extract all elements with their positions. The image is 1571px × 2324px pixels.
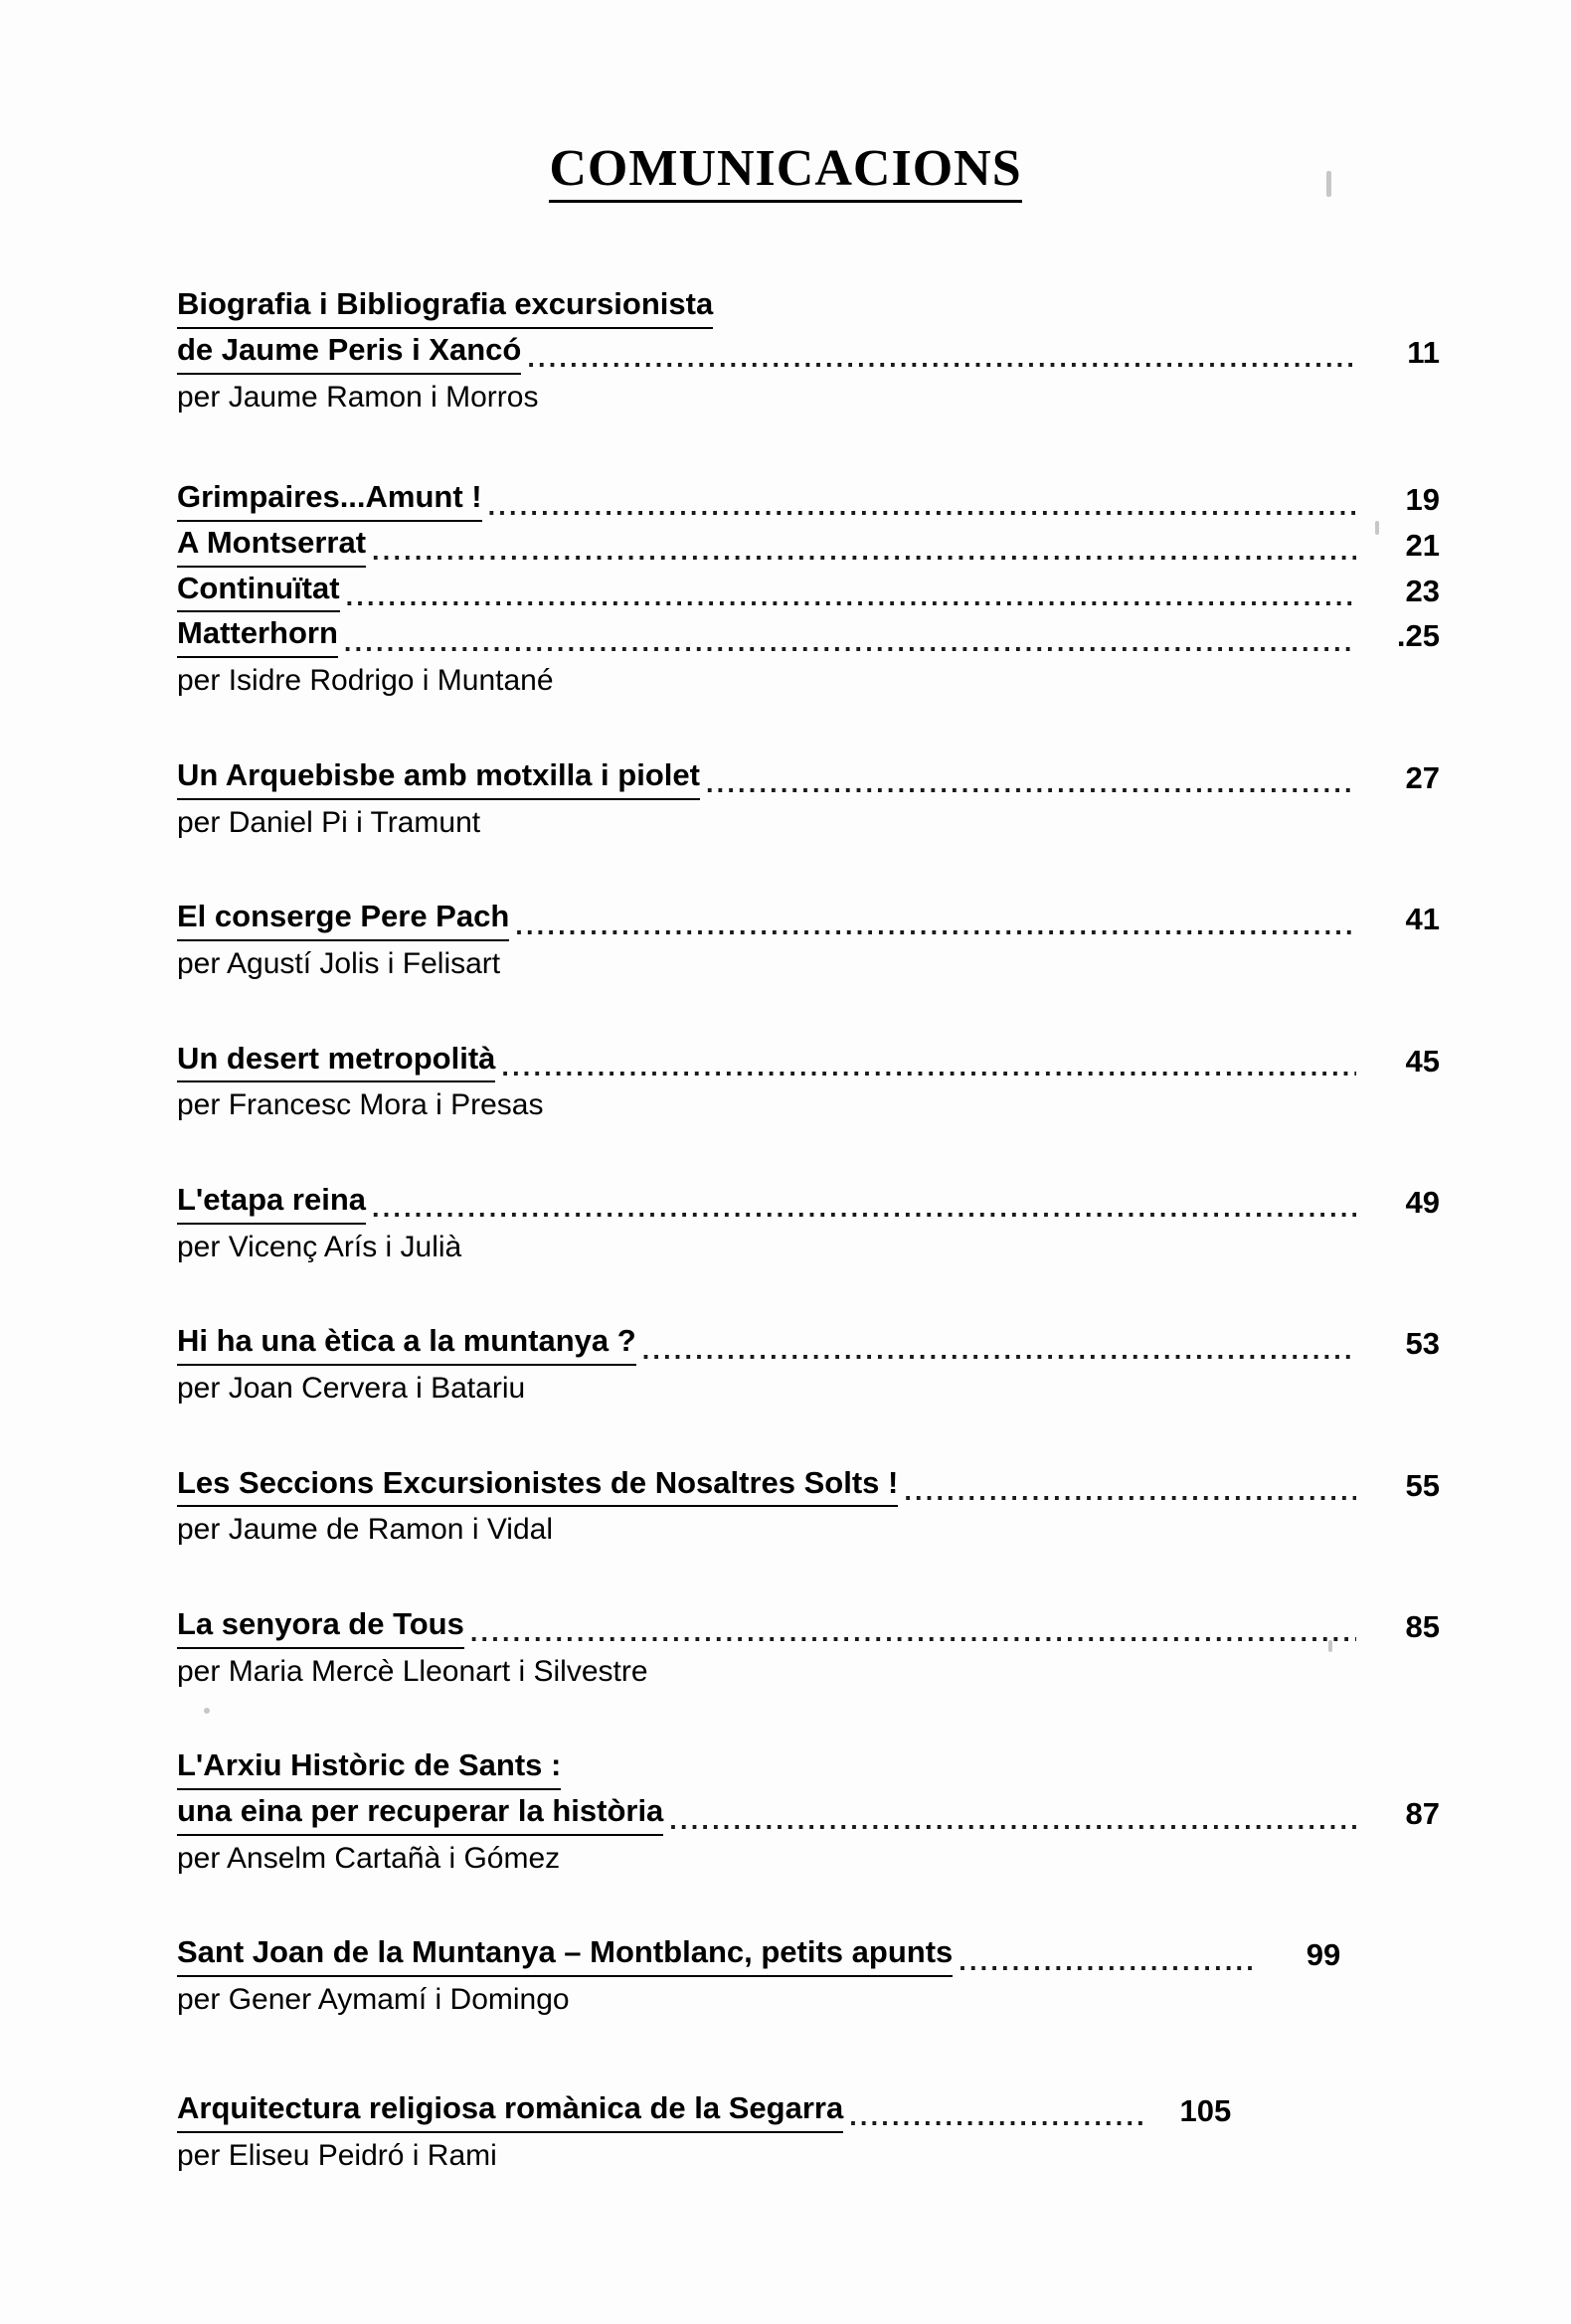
toc-entry-title-line — [177, 522, 1440, 568]
scan-speck — [204, 1708, 210, 1714]
dot-leader — [488, 493, 1356, 519]
toc-entry-title: de Jaume Peris i Xancó — [177, 329, 521, 375]
toc-entry[interactable] — [177, 754, 1440, 844]
toc-entry-page: 53 — [1405, 1326, 1440, 1362]
dot-leader — [904, 1478, 1356, 1504]
toc-entry-page: 21 — [1405, 527, 1440, 563]
toc-entry-title: Matterhorn — [177, 612, 338, 658]
toc-entry[interactable] — [177, 283, 1440, 418]
toc-entry-author: per Isidre Rodrigo i Muntané — [177, 664, 554, 698]
toc-entry-title: El conserge Pere Pach — [177, 896, 509, 941]
page-title-text: COMUNICACIONS — [549, 139, 1021, 203]
toc-entry-title-line — [177, 1790, 1440, 1836]
toc-entry-title-line — [177, 2087, 1440, 2133]
toc-entry-author: per Joan Cervera i Batariu — [177, 1371, 526, 1405]
toc-entry-title: Arquitectura religiosa romànica de la Segarra — [177, 2087, 843, 2133]
toc-entry-title: una eina per recuperar la història — [177, 1790, 663, 1836]
toc-entry-title-line — [177, 612, 1440, 658]
dot-leader — [346, 583, 1356, 609]
table-of-contents — [177, 283, 1440, 2177]
toc-entry-author: per Agustí Jolis i Felisart — [177, 946, 501, 980]
toc-entry[interactable] — [177, 522, 1440, 568]
toc-entry-page: 49 — [1405, 1184, 1440, 1220]
toc-entry[interactable] — [177, 1931, 1440, 2021]
dot-leader — [372, 539, 1356, 565]
toc-entry-page: 85 — [1405, 1608, 1440, 1644]
toc-entry-title: Hi ha una ètica a la muntanya ? — [177, 1320, 636, 1366]
toc-entry-title-line — [177, 329, 1440, 375]
toc-entry-page: .25 — [1396, 618, 1440, 654]
toc-entry-author: per Jaume de Ramon i Vidal — [177, 1513, 553, 1547]
toc-entry-author: per Gener Aymamí i Domingo — [177, 1983, 570, 2017]
dot-leader — [527, 346, 1356, 372]
scan-speck — [1375, 521, 1379, 535]
toc-entry-title-line — [177, 1462, 1440, 1508]
scan-speck — [1328, 1640, 1332, 1652]
toc-entry-page: 99 — [1306, 1937, 1341, 1973]
toc-entry-title: L'etapa reina — [177, 1179, 366, 1225]
toc-entry[interactable] — [177, 476, 1440, 522]
dot-leader — [959, 1948, 1257, 1974]
dot-leader — [642, 1337, 1356, 1363]
toc-entry[interactable] — [177, 1462, 1440, 1552]
toc-entry-title-line — [177, 896, 1440, 941]
toc-entry-author: per Jaume Ramon i Morros — [177, 380, 539, 414]
dot-leader — [372, 1196, 1356, 1222]
toc-entry[interactable] — [177, 612, 1440, 702]
toc-entry-title: L'Arxiu Històric de Sants : — [177, 1744, 561, 1790]
toc-entry-title: Un desert metropolità — [177, 1038, 495, 1083]
toc-entry-title: La senyora de Tous — [177, 1603, 464, 1649]
toc-entry-page: 55 — [1405, 1467, 1440, 1503]
toc-entry-author: per Daniel Pi i Tramunt — [177, 805, 481, 839]
toc-entry-title-line — [177, 1744, 1440, 1790]
toc-entry-title-line — [177, 1038, 1440, 1083]
toc-entry-page: 87 — [1405, 1796, 1440, 1832]
toc-entry-author: per Francesc Mora i Presas — [177, 1088, 544, 1122]
toc-entry-title: Sant Joan de la Muntanya – Montblanc, petits apunts — [177, 1931, 953, 1977]
toc-entry-title-line — [177, 283, 1440, 329]
toc-entry[interactable] — [177, 1179, 1440, 1268]
dot-leader — [470, 1620, 1356, 1646]
dot-leader — [706, 771, 1356, 797]
toc-entry-title-line — [177, 1603, 1440, 1649]
toc-entry-page: 105 — [1179, 2092, 1232, 2128]
toc-entry[interactable] — [177, 1038, 1440, 1127]
toc-entry[interactable] — [177, 896, 1440, 985]
toc-entry-page: 41 — [1405, 902, 1440, 937]
dot-leader — [669, 1807, 1356, 1833]
toc-entry-title-line — [177, 568, 1440, 613]
toc-entry-title: A Montserrat — [177, 522, 366, 568]
toc-entry-page: 23 — [1405, 573, 1440, 608]
toc-entry-title-line — [177, 1179, 1440, 1225]
toc-entry[interactable] — [177, 1320, 1440, 1410]
scan-speck — [1326, 171, 1331, 197]
toc-entry-title: Grimpaires...Amunt ! — [177, 476, 482, 522]
toc-entry-author: per Vicenç Arís i Julià — [177, 1230, 462, 1263]
toc-entry-title: Un Arquebisbe amb motxilla i piolet — [177, 754, 700, 800]
toc-entry-title-line — [177, 476, 1440, 522]
toc-entry-page: 11 — [1407, 334, 1440, 370]
toc-entry-author: per Eliseu Peidró i Rami — [177, 2138, 497, 2172]
toc-entry-page: 45 — [1405, 1043, 1440, 1079]
toc-entry[interactable] — [177, 1603, 1440, 1693]
toc-entry-title: Les Seccions Excursionistes de Nosaltres Solts ! — [177, 1462, 898, 1508]
dot-leader — [849, 2104, 1147, 2130]
toc-entry-title-line — [177, 754, 1440, 800]
toc-entry-title-line — [177, 1320, 1440, 1366]
toc-entry-title: Continuïtat — [177, 568, 340, 613]
dot-leader — [344, 629, 1356, 655]
dot-leader — [501, 1054, 1356, 1079]
toc-entry-title: Biografia i Bibliografia excursionista — [177, 283, 713, 329]
toc-entry[interactable] — [177, 1744, 1440, 1880]
toc-entry[interactable] — [177, 2087, 1440, 2177]
toc-entry-page: 27 — [1405, 759, 1440, 795]
toc-entry[interactable] — [177, 568, 1440, 613]
toc-entry-page: 19 — [1405, 482, 1440, 518]
page-title — [0, 139, 1571, 203]
toc-entry-author: per Maria Mercè Lleonart i Silvestre — [177, 1654, 648, 1688]
toc-entry-author: per Anselm Cartañà i Gómez — [177, 1841, 561, 1875]
dot-leader — [515, 913, 1356, 938]
toc-entry-title-line — [177, 1931, 1440, 1977]
